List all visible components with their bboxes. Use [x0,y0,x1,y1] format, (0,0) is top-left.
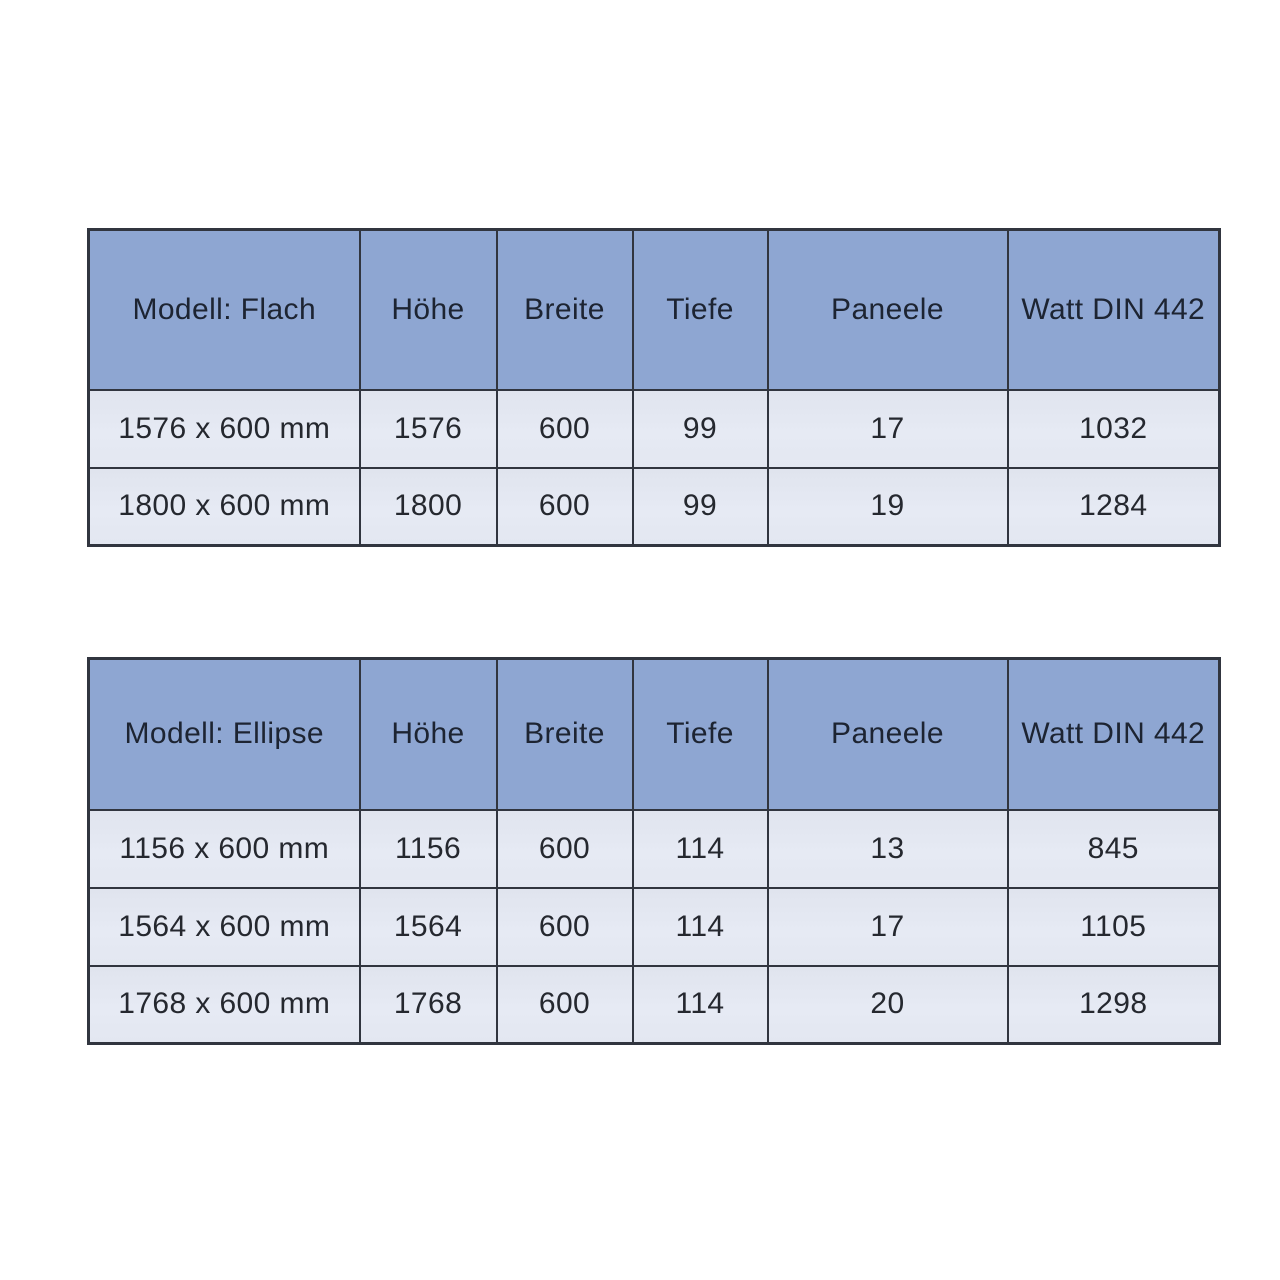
data-cell: 600 [497,468,633,546]
data-cell: 99 [633,390,768,468]
model-size-cell: 1800 x 600 mm [89,468,360,546]
data-cell: 600 [497,810,633,888]
model-size-cell: 1156 x 600 mm [89,810,360,888]
column-header-cell: Paneele [768,659,1008,810]
table-row [89,810,1220,888]
table-row [89,966,1220,1044]
data-cell: 1564 [360,888,497,966]
column-header-cell: Höhe [360,230,497,390]
data-cell: 600 [497,966,633,1044]
model-title-header-cell: Modell: Flach [89,230,360,390]
table-row [89,468,1220,546]
data-cell: 1576 [360,390,497,468]
column-header-cell: Watt DIN 442 [1008,230,1220,390]
data-cell: 13 [768,810,1008,888]
data-cell: 1032 [1008,390,1220,468]
column-header-cell: Watt DIN 442 [1008,659,1220,810]
table-row [89,390,1220,468]
data-cell: 114 [633,888,768,966]
table-header-row [89,230,1220,390]
data-cell: 1298 [1008,966,1220,1044]
column-header-cell: Tiefe [633,659,768,810]
data-cell: 20 [768,966,1008,1044]
model-size-cell: 1576 x 600 mm [89,390,360,468]
spec-table-flach [87,228,1221,547]
data-cell: 19 [768,468,1008,546]
data-cell: 1156 [360,810,497,888]
data-cell: 114 [633,810,768,888]
column-header-cell: Breite [497,230,633,390]
model-size-cell: 1564 x 600 mm [89,888,360,966]
table-header-row [89,659,1220,810]
table-row [89,888,1220,966]
model-size-cell: 1768 x 600 mm [89,966,360,1044]
data-cell: 600 [497,390,633,468]
column-header-cell: Tiefe [633,230,768,390]
column-header-cell: Breite [497,659,633,810]
data-cell: 1284 [1008,468,1220,546]
data-cell: 114 [633,966,768,1044]
data-cell: 845 [1008,810,1220,888]
data-cell: 99 [633,468,768,546]
data-cell: 1768 [360,966,497,1044]
data-cell: 600 [497,888,633,966]
data-cell: 17 [768,390,1008,468]
data-cell: 17 [768,888,1008,966]
spec-table-ellipse [87,657,1221,1045]
model-title-header-cell: Modell: Ellipse [89,659,360,810]
column-header-cell: Höhe [360,659,497,810]
data-cell: 1105 [1008,888,1220,966]
data-cell: 1800 [360,468,497,546]
column-header-cell: Paneele [768,230,1008,390]
